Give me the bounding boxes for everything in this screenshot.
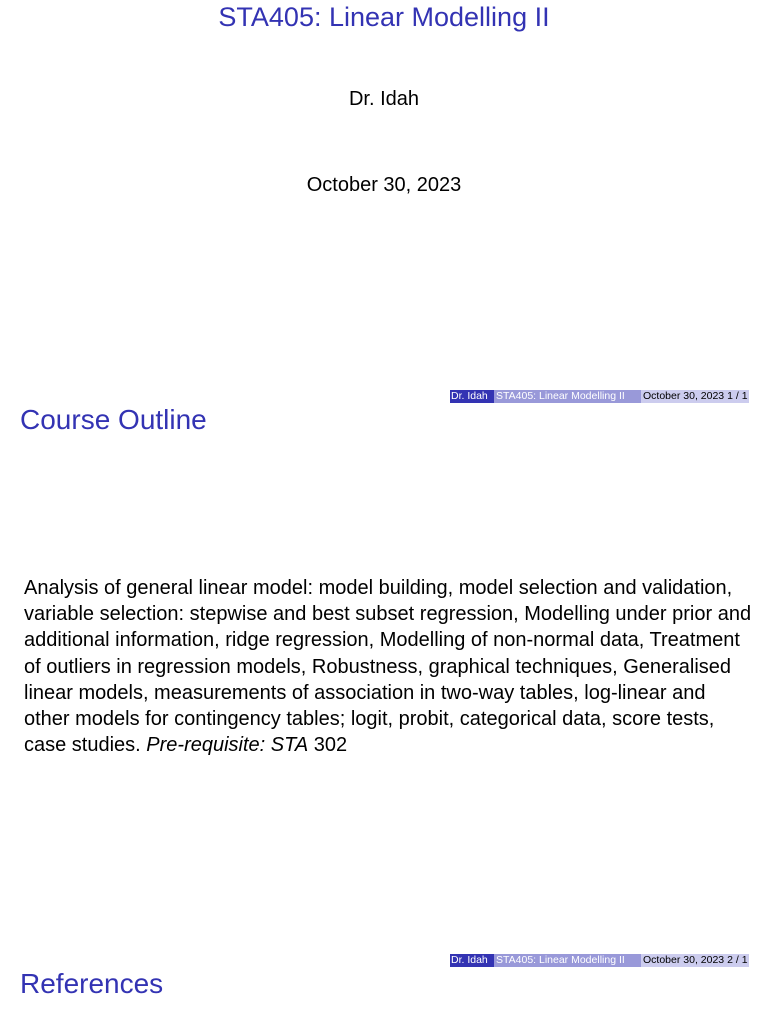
presentation-title: STA405: Linear Modelling II [218, 2, 550, 32]
footline-date-page [641, 954, 749, 967]
footline-slide-2 [450, 954, 749, 967]
footline-date-page [641, 390, 749, 403]
footline-author: Dr. Idah [450, 390, 494, 403]
course-outline-text [24, 575, 754, 758]
slide-title-course-outline: Course Outline [20, 404, 207, 435]
course-description: Analysis of general linear model: model building, model selection and validation, variable selection: stepwise and best subset regression, Modelling under prior and additional information, ridge regression, Modelling of non-normal data, Treatment of outliers in regression models, Robustness, graphical techniques, Generalised linear models, measurements of association in two-way tables, log-linear and other models for contingency tables; logit, probit, categorical data, score tests, case studies. [24, 577, 752, 757]
prerequisite-label: Pre-requisite: STA [146, 734, 309, 757]
footline-date: October 30, 2023 [643, 954, 725, 966]
footline-page-number: 2 / 1 [727, 954, 748, 966]
footline-page-number: 1 / 1 [727, 390, 748, 402]
footline-slide-1 [450, 390, 749, 403]
presentation-date: October 30, 2023 [306, 174, 462, 196]
footline-title: STA405: Linear Modelling II [494, 954, 641, 967]
presentation-author: Dr. Idah [348, 88, 420, 110]
prerequisite-number: 302 [313, 734, 348, 757]
footline-date: October 30, 2023 [643, 390, 725, 402]
footline-title: STA405: Linear Modelling II [494, 390, 641, 403]
footline-author: Dr. Idah [450, 954, 494, 967]
slide-title-references: References [20, 968, 164, 999]
